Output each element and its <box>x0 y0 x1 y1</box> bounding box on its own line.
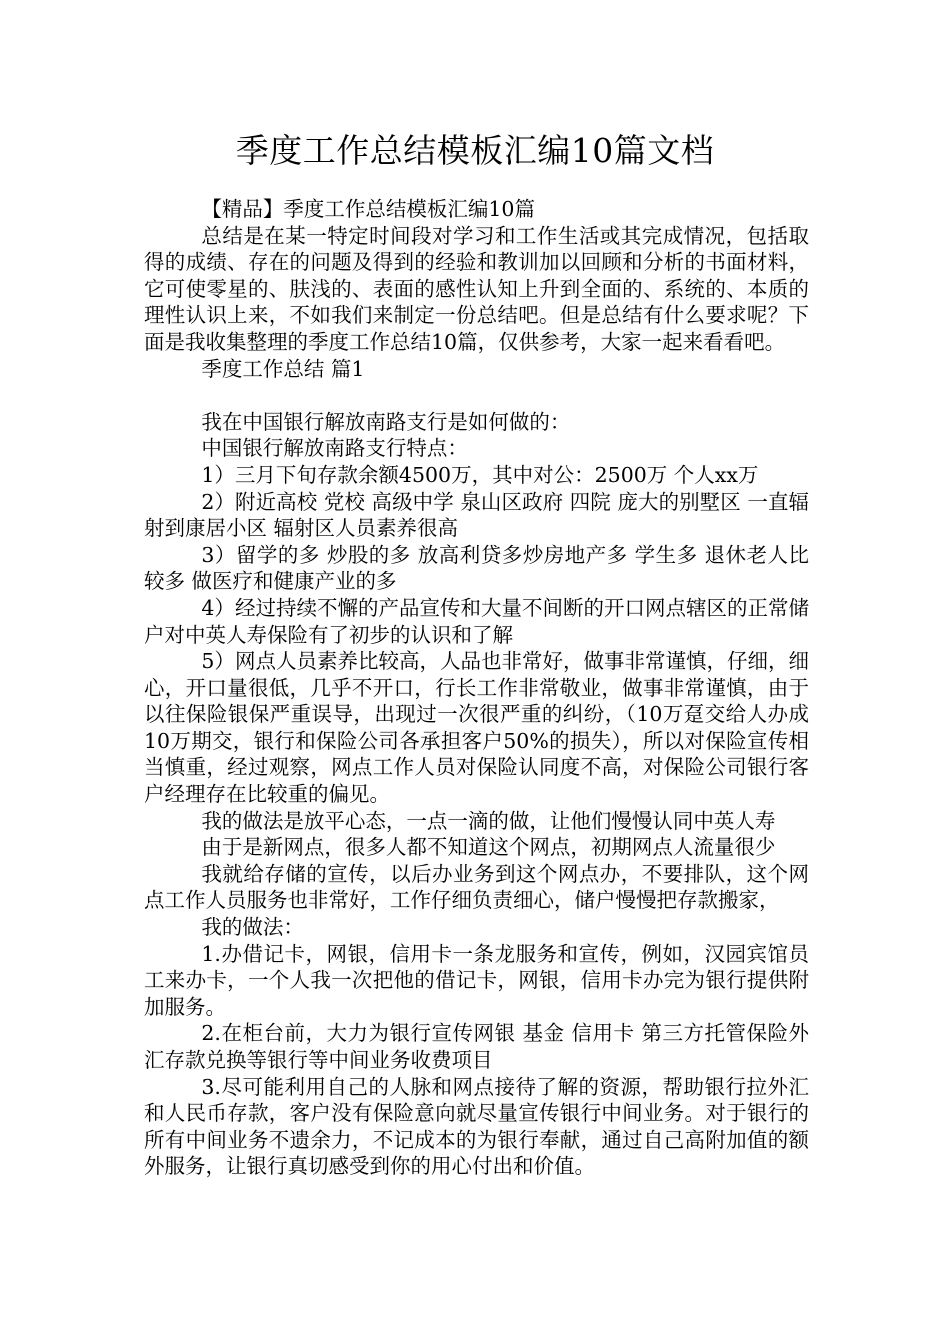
list-item: 3）留学的多 炒股的多 放高利贷多炒房地产多 学生多 退休老人比较多 做医疗和健康产业的多 <box>144 542 809 594</box>
subtitle-paragraph: 【精品】季度工作总结模板汇编10篇 <box>201 197 535 221</box>
list-item: 1）三月下旬存款余额4500万，其中对公：2500万 个人xx万 <box>201 462 759 487</box>
list-item: 4）经过持续不懈的产品宣传和大量不间断的开口网点辖区的正常储户对中英人寿保险有了初步的认识和了解 <box>144 595 809 647</box>
list-item: 2.在柜台前，大力为银行宣传网银 基金 信用卡 第三方托管保险外汇存款兑换等银行等中间业务收费项目 <box>144 1021 809 1072</box>
list-item: 2）附近高校 党校 高级中学 泉山区政府 四院 庞大的别墅区 一直辐射到康居小区 辐射区人员素养很高 <box>144 489 809 541</box>
body-paragraph: 我在中国银行解放南路支行是如何做的： <box>201 409 571 434</box>
body-paragraph: 我的做法是放平心态，一点一滴的做，让他们慢慢认同中英人寿 <box>201 808 776 833</box>
intro-paragraph: 总结是在某一特定时间段对学习和工作生活或其完成情况，包括取得的成绩、存在的问题及得到的经验和教训加以回顾和分析的书面材料，它可使零星的、肤浅的、表面的感性认知上升到全面的、系统的、本质的理性认识上来，不如我们来制定一份总结吧。但是总结有什么要求呢？下面是我收集整理的季度工作总结10篇，仅供参考，大家一起来看看吧。 <box>144 223 809 354</box>
body-paragraph: 由于是新网点，很多人都不知道这个网点，初期网点人流量很少 <box>201 835 776 860</box>
body-paragraph: 我的做法： <box>201 915 304 940</box>
body-paragraph: 我就给存储的宣传，以后办业务到这个网点办，不要排队，这个网点工作人员服务也非常好，工作仔细负责细心，储户慢慢把存款搬家， <box>144 861 809 913</box>
page-title: 季度工作总结模板汇编10篇文档 <box>235 131 715 170</box>
list-item: 5）网点人员素养比较高，人品也非常好，做事非常谨慎，仔细，细心，开口量很低，几乎不开口，行长工作非常敬业，做事非常谨慎，由于以往保险银保严重误导，出现过一次很严重的纠纷，（10万趸交给人办成10万期交，银行和保险公司各承担客户50%的损失），所以对保险宣传相当慎重，经过观察，网点工作人员对保险认同度不高，对保险公司银行客户经理存在比较重的偏见。 <box>144 649 809 807</box>
section-heading: 季度工作总结 篇1 <box>201 356 365 381</box>
document-body <box>144 196 809 1180</box>
list-item: 1.办借记卡，网银，信用卡一条龙服务和宣传，例如，汉园宾馆员工来办卡，一个人我一次把他的借记卡，网银，信用卡办完为银行提供附加服务。 <box>144 941 809 1019</box>
list-item: 3.尽可能利用自己的人脉和网点接待了解的资源，帮助银行拉外汇和人民币存款，客户没有保险意向就尽量宣传银行中间业务。对于银行的所有中间业务不遗余力，不记成本的为银行奉献，通过自己高附加值的额外服务，让银行真切感受到你的用心付出和价值。 <box>144 1074 809 1179</box>
body-paragraph: 中国银行解放南路支行特点： <box>201 436 468 461</box>
blank-line <box>144 382 809 409</box>
